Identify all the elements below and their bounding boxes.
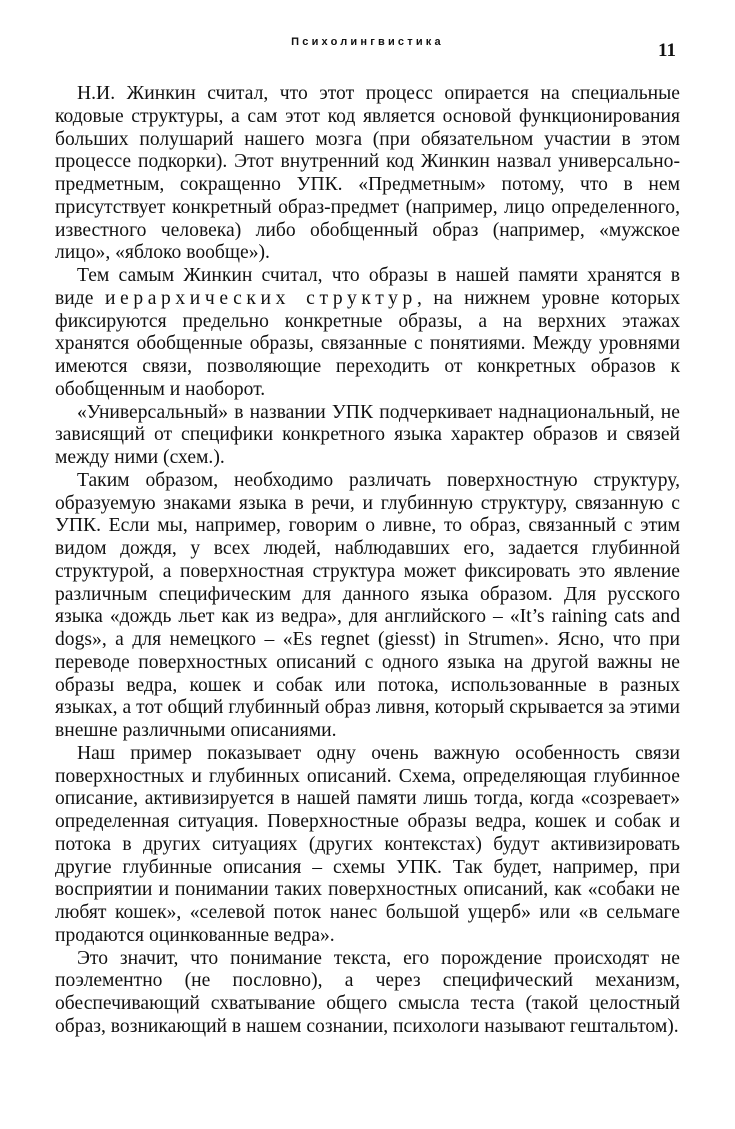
paragraph-2-after: , на нижнем уровне которых фиксируются предельно конкретные образы, а на верхних этажах хранятся обобщенные образы, связанные с понятиями. Между уровнями имеются связи, позволяющие переходить от конкретных образов к обобщенным и наоборот. <box>55 287 680 400</box>
paragraph-1: Н.И. Жинкин считал, что этот процесс опирается на специальные кодовые структуры, а сам этот код является основой функционирования больших полушарий нашего мозга (при обязательном участии в этом процессе подкорки). Этот внутренний код Жинкин назвал универсально-предметным, сокращенно УПК. «Предметным» потому, что в нем присутствует конкретный образ-предмет (например, лицо определенного, известного человека) либо обобщенный образ (например, «мужское лицо», «яблоко вообще»). <box>55 83 680 264</box>
page-number: 11 <box>658 40 676 61</box>
paragraph-2 <box>55 265 680 402</box>
emphasis-spaced-text: иерархических структур <box>104 287 417 309</box>
paragraph-3: «Универсальный» в названии УПК подчеркивает наднациональный, не зависящий от специфики конкретного языка характер образов и связей между ними (схем.). <box>55 401 680 468</box>
paragraph-5: Наш пример показывает одну очень важную особенность связи поверхностных и глубинных описаний. Схема, определяющая глубинное описание, активизируется в нашей памяти лишь тогда, когда «созревает» определенная ситуация. Поверхностные образы ведра, кошек и собак и потока в других ситуациях (других контекстах) будут активизировать другие глубинные описания – схемы УПК. Так будет, например, при восприятии и понимании таких поверхностных описаний, как «собаки не любят кошек», «селевой поток нанес большой ущерб» или «в сельмаге продаются оцинкованные ведра». <box>55 742 680 946</box>
body-text <box>55 83 680 1039</box>
running-head: Психолингвистика <box>291 36 444 48</box>
paragraph-4: Таким образом, необходимо различать поверхностную структуру, образуемую знаками языка в речи, и глубинную структуру, связанную с УПК. Если мы, например, говорим о ливне, то образ, связанный с этим видом дождя, у всех людей, наблюдавших его, задается глубинной структурой, а поверхностная структура может фиксировать это явление различным специфическим для данного языка образом. Для русского языка «дождь льет как из ведра», для английского – «It’s raining cats and dogs», а для немецкого – «Es regnet (giesst) in Strumen». Ясно, что при переводе поверхностных описаний с одного языка на другой важны не образы ведра, кошек и собак или потока, использованные в разных языках, а тот общий глубинный образ ливня, который скрывается за этими внешне различными описаниями. <box>55 469 680 741</box>
paragraph-6: Это значит, что понимание текста, его порождение происходят не поэлементно (не пословно), а через специфический механизм, обеспечивающий схватывание общего смысла теста (такой целостный образ, возникающий в нашем сознании, психологи называют гештальтом). <box>55 947 680 1037</box>
paragraph-2-before: Тем самым Жинкин считал, что образы в нашей памяти хранятся в виде <box>55 265 680 309</box>
